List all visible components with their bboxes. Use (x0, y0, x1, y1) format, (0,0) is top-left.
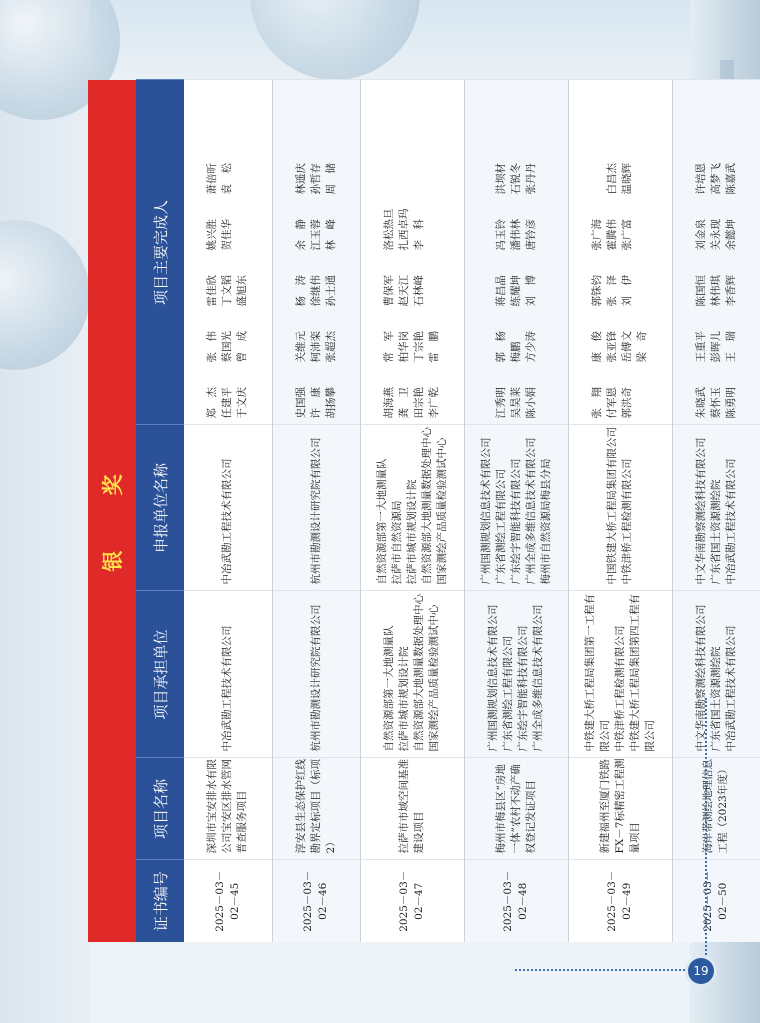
header-cert-number: 证书编号 (136, 860, 184, 942)
cell-undertaker-line: 限公司 (598, 720, 611, 752)
cell-applicant-line: 中冶武勘工程技术有限公司 (724, 458, 737, 585)
person-name: 胡扬攀 (324, 387, 337, 419)
person-name (235, 143, 250, 195)
person-name: 霍腾伟 (606, 219, 618, 251)
cell-persons (184, 80, 272, 425)
cell-undertaker-line: 中铁建大桥工程局集团第四工程有 (628, 594, 641, 752)
cell-applicant-line: 中冶武勘工程技术有限公司 (221, 458, 234, 585)
cell-applicant (568, 425, 672, 591)
person-name: 陈勇明 (724, 387, 737, 419)
cell-undertaker (360, 591, 464, 758)
person-name: 林遥庆 (294, 163, 307, 195)
cell-project-name-line: 建设项目 (413, 811, 425, 854)
person-name: 杨 涛 (294, 275, 307, 307)
person-name: 洛松热旦 (383, 208, 395, 251)
person-name: 关维元 (294, 331, 307, 363)
person-name: 张亚锋 (606, 331, 618, 363)
person-name: 丁宗艳 (413, 331, 425, 363)
cell-project-name-line: 淳安县生态保护红线 (294, 759, 307, 854)
person-name (635, 367, 650, 419)
cell-applicant-line: 中国铁建大桥工程局集团有限公司 (606, 427, 618, 585)
person-name: 余 静 (294, 219, 307, 251)
person-name: 蔡国光 (221, 331, 234, 363)
cell-project-name (184, 758, 272, 860)
table-row (184, 80, 272, 942)
person-name: 郭洪奇 (621, 387, 633, 419)
table-header-row (136, 80, 184, 942)
person-name: 雷佳欣 (206, 275, 219, 307)
person-name: 赵天江 (398, 275, 410, 307)
table-row (360, 80, 464, 942)
cell-project-name-line: 公司宝安区排水管网 (221, 759, 234, 854)
cell-undertaker-line: 中铁津桥工程检测有限公司 (613, 625, 626, 752)
person-name: 陈小娟 (524, 387, 537, 419)
header-project-name: 项目名称 (136, 758, 184, 860)
cell-cert-number (272, 860, 360, 942)
person-name: 蔡怀玉 (709, 387, 722, 419)
cell-cert-number (672, 860, 760, 942)
cell-cert-number (184, 860, 272, 942)
person-name: 张广海 (591, 219, 603, 251)
person-name: 王 瑞 (724, 331, 737, 363)
person-name (294, 87, 309, 139)
person-name: 石锐冬 (509, 163, 522, 195)
person-name: 孙哲存 (309, 163, 322, 195)
person-name: 朱晓武 (694, 387, 707, 419)
cell-undertaker-line: 中文华南勘察测绘科技有限公司 (694, 604, 707, 752)
person-name: 石林峰 (413, 275, 425, 307)
person-name (382, 87, 397, 139)
person-name (635, 255, 650, 307)
person-name: 梁 奇 (636, 331, 648, 363)
person-name (620, 87, 635, 139)
person-name: 温晓辉 (621, 163, 633, 195)
person-name: 张 伟 (206, 331, 219, 363)
cell-cert-number-line: 2025－03－ (302, 870, 314, 932)
cell-cert-number (464, 860, 568, 942)
person-name: 袁 松 (221, 163, 234, 195)
cell-cert-number-line: 02－46 (317, 882, 329, 920)
person-name (635, 143, 650, 195)
award-table (136, 80, 760, 943)
cell-persons (272, 80, 360, 425)
person-name: 柯沛栾 (309, 331, 322, 363)
person-name (509, 87, 524, 139)
person-name: 刘金泉 (694, 219, 707, 251)
person-name: 陈国恒 (694, 275, 707, 307)
cell-undertaker (272, 591, 360, 758)
cell-applicant-line: 拉萨市自然资源局 (390, 500, 403, 585)
cell-project-name (360, 758, 464, 860)
cell-project-name-line: 拉萨市市域空间基准 (398, 759, 410, 854)
person-name: 张 泽 (606, 275, 618, 307)
person-name: 李 科 (413, 219, 425, 251)
person-name: 孙士通 (324, 275, 337, 307)
cell-applicant-line: 中铁津桥工程检测有限公司 (621, 458, 633, 585)
cell-applicant-line: 杭州市勘测设计研究院有限公司 (309, 437, 322, 585)
person-name: 雷 鹏 (428, 331, 440, 363)
table-row (464, 80, 568, 942)
person-name: 曾 成 (236, 331, 249, 363)
person-name (397, 143, 412, 195)
cell-undertaker-line: 广东绘宇智能科技有限公司 (517, 625, 529, 752)
cell-undertaker-line: 拉萨市城市规划设计院 (398, 646, 410, 752)
cell-undertaker (464, 591, 568, 758)
person-name (427, 87, 442, 139)
cell-cert-number-line: 2025－03－ (398, 870, 410, 932)
person-name: 李广乾 (428, 387, 440, 419)
persons-grid (694, 87, 739, 419)
person-name: 冯玉铃 (494, 219, 507, 251)
person-name: 于文庆 (236, 387, 249, 419)
person-name (205, 87, 220, 139)
cell-persons (568, 80, 672, 425)
award-table-wrapper (88, 80, 737, 942)
person-name: 余懿坤 (724, 219, 737, 251)
cell-applicant-line: 广东省测绘工程有限公司 (494, 469, 507, 585)
cell-cert-number-line: 02－50 (717, 882, 729, 920)
person-name (220, 87, 235, 139)
cell-project-name-line: 普查服务项目 (236, 790, 249, 854)
cell-undertaker-line: 中冶武勘工程技术有限公司 (221, 625, 234, 752)
cell-project-name-line: 2） (324, 836, 337, 854)
table-row (272, 80, 360, 942)
table-row (672, 80, 760, 942)
cell-project-name-line: 深圳市宝安排水有限 (206, 759, 219, 854)
cell-applicant-line: 广州国测规划信息技术有限公司 (479, 437, 492, 585)
person-name (694, 87, 709, 139)
dotted-divider-vertical (705, 698, 707, 963)
cell-project-name (672, 758, 760, 860)
person-name: 刘 博 (524, 275, 537, 307)
cell-project-name-line: 量项目 (628, 822, 641, 854)
cell-applicant (184, 425, 272, 591)
person-name: 贺佳华 (221, 219, 234, 251)
header-persons: 项目主要完成人 (136, 80, 184, 425)
person-name: 许 康 (309, 387, 322, 419)
cell-undertaker-line: 中冶武勘工程技术有限公司 (724, 625, 737, 752)
person-name: 彭晖儿 (709, 331, 722, 363)
person-name: 蒋昌晶 (494, 275, 507, 307)
person-name: 常 军 (383, 331, 395, 363)
cell-applicant-line: 广东省国土资源测绘院 (709, 479, 722, 585)
cell-undertaker-line: 中铁建大桥工程局集团第一工程有 (583, 594, 596, 752)
person-name (709, 87, 724, 139)
cell-persons (672, 80, 760, 425)
background-left-band (0, 0, 90, 1023)
cell-project-name-line: 海岸带测绘地理信息 (702, 759, 714, 854)
persons-grid (494, 87, 539, 419)
cell-undertaker-line: 广州国测规划信息技术有限公司 (487, 604, 499, 752)
cell-cert-number-line: 02－48 (517, 882, 529, 920)
cell-applicant (360, 425, 464, 591)
cell-cert-number-line: 02－49 (621, 882, 633, 920)
person-name: 王重平 (694, 331, 707, 363)
person-name: 郭铢钧 (591, 275, 603, 307)
person-name (635, 87, 650, 139)
person-name: 徐继伟 (309, 275, 322, 307)
header-undertaker: 项目承担单位 (136, 591, 184, 758)
dotted-divider-horizontal (515, 969, 685, 971)
person-name: 胡海燕 (383, 387, 395, 419)
cell-applicant (464, 425, 568, 591)
person-name: 唐钤彦 (524, 219, 537, 251)
cell-undertaker-line: 杭州市勘测设计研究院有限公司 (309, 604, 322, 752)
table-row (568, 80, 672, 942)
person-name: 关永现 (709, 219, 722, 251)
person-name (235, 199, 250, 251)
person-name: 李香辉 (724, 275, 737, 307)
person-name: 扎西卓玛 (398, 208, 410, 251)
person-name: 盛旭东 (236, 275, 249, 307)
cell-applicant (272, 425, 360, 591)
person-name: 许培恩 (694, 163, 707, 195)
person-name (324, 87, 339, 139)
person-name: 龚 卫 (398, 387, 410, 419)
person-name: 林 峰 (324, 219, 337, 251)
cell-undertaker (184, 591, 272, 758)
cell-project-name-line: 一体”农村不动产确 (509, 764, 522, 854)
cell-undertaker-line: 自然资源部大地测量数据处理中心 (413, 594, 425, 752)
person-name: 郑 杰 (206, 387, 219, 419)
person-name (724, 87, 739, 139)
cell-undertaker-line: 广州全成多维信息技术有限公司 (532, 604, 544, 752)
person-name: 周 储 (324, 163, 337, 195)
cell-undertaker-line: 广东省国土资源测绘院 (709, 646, 722, 752)
person-name: 练耀坤 (509, 275, 522, 307)
person-name: 张 翔 (591, 387, 603, 419)
person-name: 方少涛 (524, 331, 537, 363)
person-name: 梅鹏 (509, 341, 522, 363)
cell-project-name (568, 758, 672, 860)
person-name: 史国强 (294, 387, 307, 419)
header-applicant: 申报单位名称 (136, 425, 184, 591)
cell-applicant-line: 中文华南勘察测绘科技有限公司 (694, 437, 707, 585)
cell-applicant (672, 425, 760, 591)
cell-project-name-line: FX－7标精密工程测 (613, 758, 626, 854)
person-name: 丁文韬 (221, 275, 234, 307)
person-name (309, 87, 324, 139)
person-name: 江秀明 (494, 387, 507, 419)
cell-persons (464, 80, 568, 425)
person-name: 岳傅文 (621, 331, 633, 363)
cell-undertaker (672, 591, 760, 758)
person-name (397, 87, 412, 139)
person-name: 陈嘉武 (724, 163, 737, 195)
cell-undertaker-line: 自然资源部第一大地测量队 (383, 625, 395, 752)
person-name: 萧倍昕 (206, 163, 219, 195)
person-name (235, 87, 250, 139)
cell-applicant-line: 国家测绘产品质量检验测试中心 (435, 437, 448, 585)
cell-cert-number (568, 860, 672, 942)
cell-project-name-line: 新建福州至厦门铁路 (598, 759, 611, 854)
persons-grid (205, 87, 250, 419)
page-number: 19 (688, 958, 714, 984)
cell-applicant-line: 梅州市自然资源局梅县分局 (539, 458, 552, 585)
cell-project-name (464, 758, 568, 860)
person-name (590, 87, 605, 139)
person-name (635, 199, 650, 251)
cell-undertaker (568, 591, 672, 758)
persons-grid (590, 87, 650, 419)
cell-project-name-line: 工程（2023年度） (717, 763, 729, 854)
award-table-panel (88, 80, 737, 942)
cell-cert-number-line: 2025－03－ (702, 870, 714, 932)
cell-cert-number-line: 02－45 (228, 882, 241, 920)
person-name: 吴昊莱 (509, 387, 522, 419)
cell-cert-number (360, 860, 464, 942)
cell-applicant-line: 自然资源部大地测量数据处理中心 (420, 427, 433, 585)
person-name: 白昌杰 (606, 163, 618, 195)
cell-applicant-line: 广东绘宇智能科技有限公司 (509, 458, 522, 585)
cell-cert-number-line: 2025－03－ (606, 870, 618, 932)
person-name: 林伟琪 (709, 275, 722, 307)
person-name (605, 87, 620, 139)
person-name: 曹保军 (383, 275, 395, 307)
person-name (494, 87, 509, 139)
person-name (590, 143, 605, 195)
cell-undertaker-line: 限公司 (643, 720, 656, 752)
cell-cert-number-line: 2025－03－ (502, 870, 514, 932)
person-name: 张超杰 (324, 331, 337, 363)
person-name (427, 255, 442, 307)
person-name: 潘伟林 (509, 219, 522, 251)
person-name: 张丹丹 (524, 163, 537, 195)
persons-grid (382, 87, 442, 419)
cell-persons (360, 80, 464, 425)
cell-cert-number-line: 2025－03－ (213, 870, 226, 932)
person-name (382, 143, 397, 195)
cell-project-name (272, 758, 360, 860)
person-name: 江玉蓉 (309, 219, 322, 251)
person-name: 张广富 (621, 219, 633, 251)
person-name: 高梦飞 (709, 163, 722, 195)
cell-applicant-line: 广州全成多维信息技术有限公司 (524, 437, 537, 585)
cell-applicant-line: 自然资源部第一大地测量队 (375, 458, 388, 585)
person-name: 刘 伊 (621, 275, 633, 307)
cell-project-name-line: 梅州市梅县区“房地 (494, 764, 507, 854)
person-name: 付军恩 (606, 387, 618, 419)
table-title: 银 奖 (88, 80, 136, 942)
person-name: 柏华岗 (398, 331, 410, 363)
cell-project-name-line: 勘界定标项目（标项 (309, 759, 322, 854)
person-name: 郭 杨 (494, 331, 507, 363)
cell-undertaker-line: 国家测绘产品质量检验测试中心 (428, 604, 440, 752)
person-name (427, 143, 442, 195)
person-name (412, 143, 427, 195)
person-name: 田宗艳 (413, 387, 425, 419)
cell-undertaker-line: 广东省测绘工程有限公司 (502, 636, 514, 752)
person-name (427, 199, 442, 251)
person-name: 洪坝材 (494, 163, 507, 195)
person-name: 康 俊 (591, 331, 603, 363)
persons-grid (294, 87, 339, 419)
cell-cert-number-line: 02－47 (413, 882, 425, 920)
cell-project-name-line: 权登记发证项目 (524, 780, 537, 854)
person-name: 任建平 (221, 387, 234, 419)
person-name (524, 87, 539, 139)
person-name: 姚兴胜 (206, 219, 219, 251)
person-name (412, 87, 427, 139)
cell-applicant-line: 拉萨市城市规划设计院 (405, 479, 418, 585)
